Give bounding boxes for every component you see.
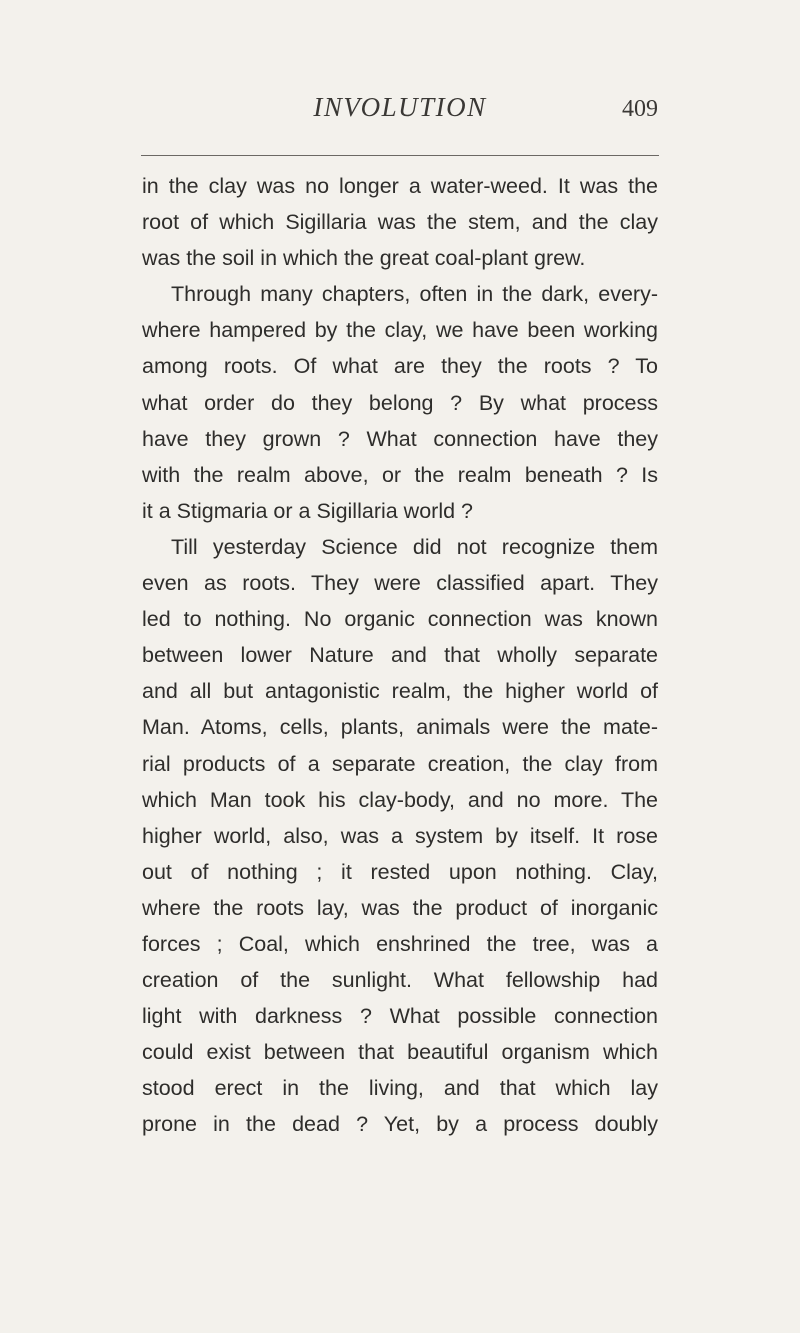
text-line: could exist between that beautiful organism which — [142, 1040, 658, 1065]
text-line: in the clay was no longer a water-weed. It was the — [142, 174, 658, 198]
text-line: it a Stigmaria or a Sigillaria world ? — [142, 498, 473, 523]
text-line: out of nothing ; it rested upon nothing. Clay, — [142, 859, 658, 884]
text-line: forces ; Coal, which enshrined the tree, was a — [142, 931, 658, 956]
text-line: stood erect in the living, and that which lay — [142, 1076, 658, 1101]
text-line: have they grown ? What connection have they — [142, 426, 658, 451]
text-line: which Man took his clay-body, and no more. The — [142, 787, 658, 812]
text-line: led to nothing. No organic connection was known — [142, 607, 658, 632]
text-line: was the soil in which the great coal-plant grew. — [142, 246, 586, 271]
body-text — [142, 168, 658, 1143]
header-rule — [141, 155, 659, 156]
running-title: INVOLUTION — [313, 92, 487, 122]
text-line: even as roots. They were classified apart. They — [142, 571, 658, 596]
text-line: Through many chapters, often in the dark, every- — [171, 282, 658, 307]
text-line: what order do they belong ? By what process — [142, 390, 658, 415]
text-line: where hampered by the clay, we have been working — [142, 318, 658, 343]
text-line: among roots. Of what are they the roots ? To — [142, 354, 658, 379]
text-line: light with darkness ? What possible connection — [142, 1004, 658, 1029]
text-line: with the realm above, or the realm beneath ? Is — [142, 462, 658, 487]
text-line: creation of the sunlight. What fellowship had — [142, 968, 658, 993]
running-head — [0, 92, 800, 132]
text-line: and all but antagonistic realm, the higher world of — [142, 679, 658, 704]
text-line: between lower Nature and that wholly separate — [142, 643, 658, 668]
text-line: Till yesterday Science did not recognize them — [171, 534, 658, 559]
text-line: root of which Sigillaria was the stem, and the clay — [142, 210, 658, 235]
text-line: rial products of a separate creation, the clay from — [142, 751, 658, 776]
text-line: higher world, also, was a system by itself. It rose — [142, 823, 658, 848]
text-line: Man. Atoms, cells, plants, animals were the mate- — [142, 715, 658, 740]
text-line: where the roots lay, was the product of inorganic — [142, 895, 658, 920]
text-line: prone in the dead ? Yet, by a process doubly — [142, 1112, 658, 1137]
page-number: 409 — [622, 96, 658, 122]
